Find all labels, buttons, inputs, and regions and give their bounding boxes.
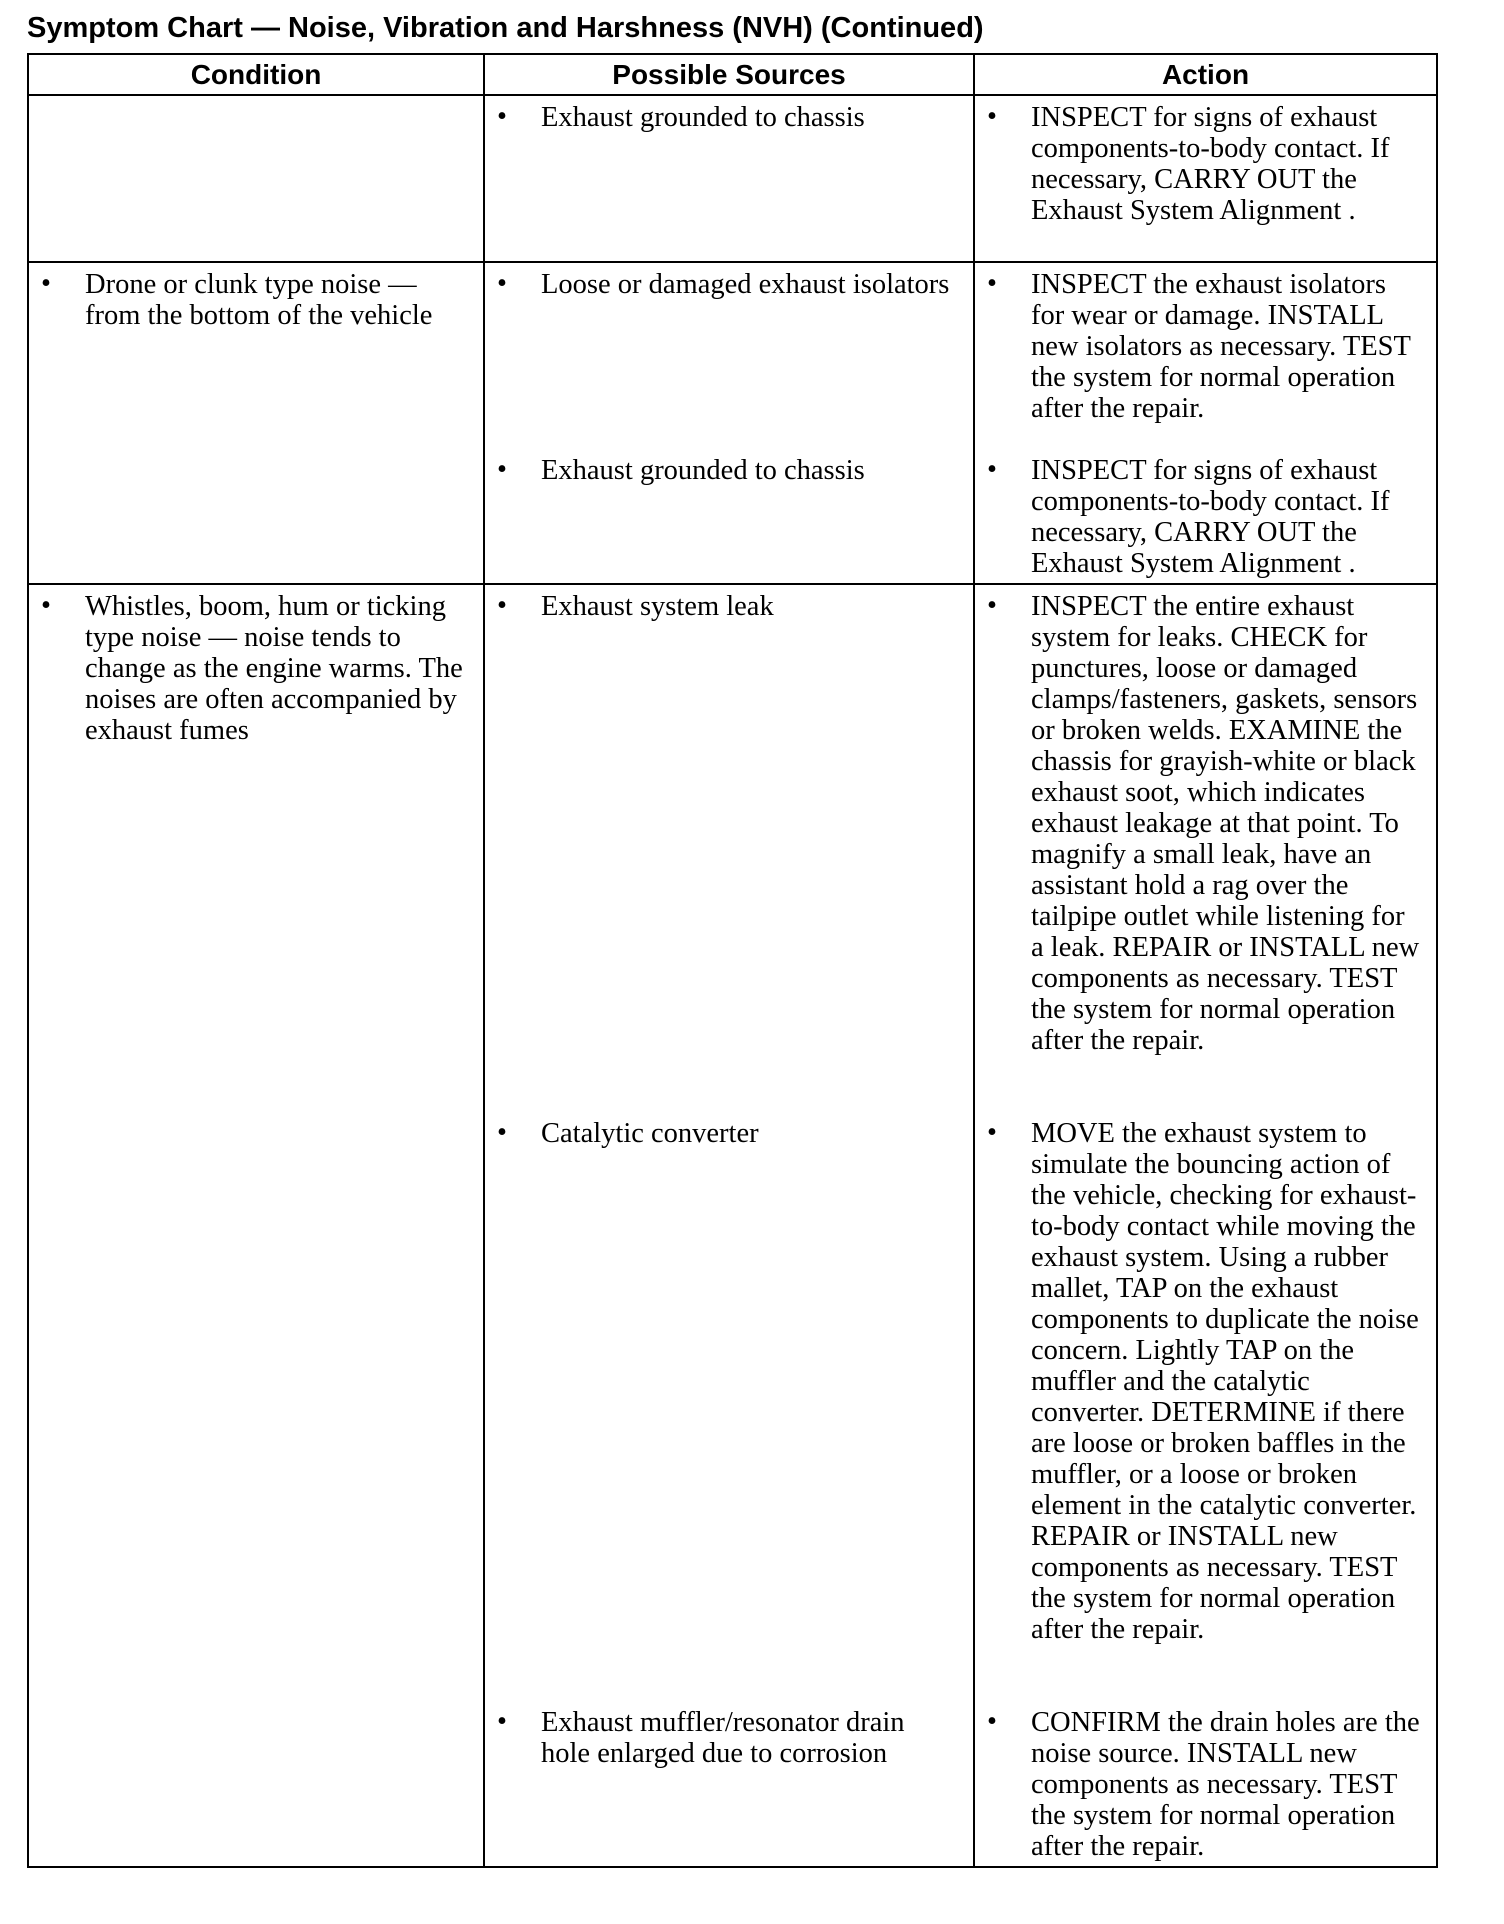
source-text: Exhaust grounded to chassis	[541, 102, 865, 133]
table-row	[28, 584, 1437, 1867]
action-text: CONFIRM the drain holes are the noise source. INSTALL new components as necessary. TEST the system for normal operation after the repair.	[1031, 1707, 1420, 1862]
source-item	[495, 591, 959, 1118]
page-title: Symptom Chart — Noise, Vibration and Harshness (NVH) (Continued)	[27, 12, 984, 44]
action-item	[985, 591, 1422, 1118]
source-text: Loose or damaged exhaust isolators	[541, 269, 950, 300]
column-header-possible-sources: Possible Sources	[484, 54, 974, 95]
source-text: Exhaust system leak	[541, 591, 774, 622]
source-text: Exhaust grounded to chassis	[541, 455, 865, 486]
source-text: Catalytic converter	[541, 1118, 759, 1149]
action-text: INSPECT for signs of exhaust components-to-body contact. If necessary, CARRY OUT the Exhaust System Alignment .	[1031, 455, 1390, 579]
bullet-icon: •	[987, 1117, 997, 1148]
bullet-icon: •	[987, 268, 997, 299]
source-item	[495, 102, 959, 133]
action-item	[985, 455, 1422, 579]
bullet-icon: •	[497, 1706, 507, 1737]
action-text: MOVE the exhaust system to simulate the bouncing action of the vehicle, checking for exhaust-to-body contact while moving the exhaust system. Using a rubber mallet, TAP on the exhaust components to duplicate the noise concern. Lightly TAP on the muffler and the catalytic converter. DETERMINE if there are loose or broken baffles in the muffler, or a loose or broken element in the catalytic converter. REPAIR or INSTALL new components as necessary. TEST the system for normal operation after the repair.	[1031, 1118, 1419, 1645]
action-text: INSPECT the exhaust isolators for wear or damage. INSTALL new isolators as necessary. TEST the system for normal operation after the repair.	[1031, 269, 1411, 424]
bullet-icon: •	[497, 101, 507, 132]
source-item	[495, 1118, 959, 1707]
bullet-icon: •	[987, 454, 997, 485]
column-header-condition: Condition	[28, 54, 484, 95]
bullet-icon: •	[497, 268, 507, 299]
action-text: INSPECT for signs of exhaust components-to-body contact. If necessary, CARRY OUT the Exhaust System Alignment .	[1031, 102, 1390, 226]
column-header-action: Action	[974, 54, 1437, 95]
condition-text: Whistles, boom, hum or ticking type noise — noise tends to change as the engine warms. The noises are often accompanied by exhaust fumes	[85, 591, 463, 746]
condition-cell	[28, 262, 484, 584]
sources-cell	[484, 262, 974, 584]
action-cell	[974, 262, 1437, 584]
bullet-icon: •	[987, 101, 997, 132]
bullet-icon: •	[987, 1706, 997, 1737]
bullet-icon: •	[41, 590, 51, 621]
source-item	[495, 455, 959, 486]
action-item	[985, 1707, 1422, 1862]
condition-cell	[28, 95, 484, 262]
action-text: INSPECT the entire exhaust system for leaks. CHECK for punctures, loose or damaged clamps/fasteners, gaskets, sensors or broken welds. EXAMINE the chassis for grayish-white or black exhaust soot, which indicates exhaust leakage at that point. To magnify a small leak, have an assistant hold a rag over the tailpipe outlet while listening for a leak. REPAIR or INSTALL new components as necessary. TEST the system for normal operation after the repair.	[1031, 591, 1420, 1056]
header-row	[28, 54, 1437, 95]
source-text: Exhaust muffler/resonator drain hole enlarged due to corrosion	[541, 1707, 905, 1769]
condition-item	[39, 269, 469, 331]
action-item	[985, 102, 1422, 226]
bullet-icon: •	[497, 1117, 507, 1148]
source-item	[495, 1707, 959, 1769]
table-row	[28, 95, 1437, 262]
condition-text: Drone or clunk type noise — from the bottom of the vehicle	[85, 269, 433, 331]
sources-cell	[484, 584, 974, 1867]
bullet-icon: •	[497, 454, 507, 485]
action-item	[985, 269, 1422, 455]
condition-cell	[28, 584, 484, 1867]
sources-cell	[484, 95, 974, 262]
bullet-icon: •	[987, 590, 997, 621]
action-cell	[974, 95, 1437, 262]
action-item	[985, 1118, 1422, 1707]
bullet-icon: •	[41, 268, 51, 299]
condition-item	[39, 591, 469, 746]
table-row	[28, 262, 1437, 584]
source-item	[495, 269, 959, 455]
action-cell	[974, 584, 1437, 1867]
bullet-icon: •	[497, 590, 507, 621]
symptom-chart-table	[27, 53, 1438, 1868]
